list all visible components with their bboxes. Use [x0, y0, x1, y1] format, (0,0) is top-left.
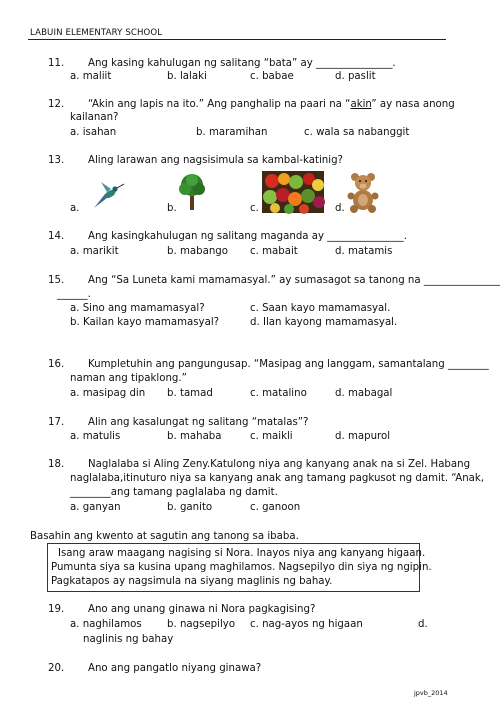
choice-a: a. masipag din [70, 388, 146, 399]
footer-code: jpvb_2014 [414, 689, 448, 697]
story-line: Pumunta siya sa kusina upang maghilamos. Nagsepilyo din siya ng ngipin. [51, 562, 432, 573]
choice-a: a. marikit [70, 246, 119, 257]
question-number: 18. [48, 459, 65, 470]
choice-a: a. Sino ang mamamasyal? [70, 303, 205, 314]
choice-b: b. lalaki [167, 71, 207, 82]
choice-c: c. Saan kayo mamamasyal. [250, 303, 391, 314]
tree-icon [176, 172, 208, 212]
question-number: 12. [48, 99, 65, 110]
question-text: Ang kasingkahulugan ng salitang maganda ay _______________. [88, 231, 407, 242]
choice-d: d. [335, 203, 345, 214]
question-text: Ang kasing kahulugan ng salitang “bata” ay _______________. [88, 58, 396, 69]
choice-b: b. ganito [167, 502, 213, 513]
choice-b: b. tamad [167, 388, 213, 399]
header-rule [28, 39, 446, 40]
question-text: Ano ang pangatlo niyang ginawa? [88, 663, 262, 674]
question-number: 20. [48, 663, 65, 674]
question-text: Naglalaba si Aling Zeny.Katulong niya ang kanyang anak na si Zel. Habang [88, 459, 471, 470]
choice-d: d. mabagal [335, 388, 393, 399]
choice-b: b. maramihan [196, 127, 268, 138]
choice-a: a. [70, 203, 80, 214]
question-text: Kumpletuhin ang pangungusap. “Masipag ang langgam, samantalang ________ [88, 359, 489, 370]
choice-b: b. mahaba [167, 431, 222, 442]
question-number: 17. [48, 417, 65, 428]
question-number: 15. [48, 275, 65, 286]
choice-a: a. maliit [70, 71, 112, 82]
question-number: 14. [48, 231, 65, 242]
story-line: Pagkatapos ay nagsimula na siyang maglinis ng bahay. [51, 576, 333, 587]
choice-b: b. nagsepilyo [167, 619, 236, 630]
question-number: 16. [48, 359, 65, 370]
choice-c: c. wala sa nabanggit [304, 127, 410, 138]
question-text-cont: kailanan? [70, 112, 119, 123]
teddy-bear-icon [348, 172, 378, 212]
choice-c: c. babae [250, 71, 294, 82]
question-text: Alin ang kasalungat ng salitang “matalas”? [88, 417, 309, 428]
question-text: Ano ang unang ginawa ni Nora pagkagising? [88, 604, 316, 615]
question-text-cont: ________ang tamang paglalaba ng damit. [70, 487, 278, 498]
choice-d: d. Ilan kayong mamamasyal. [250, 317, 398, 328]
question-text: Ang “Sa Luneta kami mamamasyal.” ay sumasagot sa tanong na _______________ [88, 275, 500, 286]
choice-d: d. paslit [335, 71, 376, 82]
question-text: Aling larawan ang nagsisimula sa kambal-katinig? [88, 155, 343, 166]
question-number: 11. [48, 58, 65, 69]
choice-a: a. matulis [70, 431, 121, 442]
choice-c: c. [250, 203, 259, 214]
question-text: “Akin ang lapis na ito.” Ang panghalip na paari na “akin” ay nasa anong [88, 99, 455, 110]
question-text-cont: naglalaba,itinuturo niya sa kanyang anak ang tamang pagkusot ng damit. “Anak, [70, 473, 485, 484]
hummingbird-icon [91, 178, 125, 212]
question-text-cont: naman ang tipaklong.” [70, 373, 187, 384]
choice-d-text: naglinis ng bahay [83, 634, 174, 645]
choice-b: b. [167, 203, 177, 214]
choice-b: b. mabango [167, 246, 228, 257]
choice-d: d. [418, 619, 428, 630]
school-header: LABUIN ELEMENTARY SCHOOL [30, 28, 163, 38]
fruits-vegetables-icon [262, 171, 324, 213]
question-number: 13. [48, 155, 65, 166]
choice-a: a. isahan [70, 127, 117, 138]
choice-b: b. Kailan kayo mamamasyal? [70, 317, 220, 328]
choice-c: c. matalino [250, 388, 307, 399]
choice-a: a. ganyan [70, 502, 121, 513]
choice-c: c. nag-ayos ng higaan [250, 619, 363, 630]
story-box [47, 543, 432, 592]
story-line: Isang araw maagang nagising si Nora. Inayos niya ang kanyang higaan. [58, 548, 426, 559]
choice-c: c. mabait [250, 246, 298, 257]
instructions: Basahin ang kwento at sagutin ang tanong sa ibaba. [30, 531, 299, 542]
choice-a: a. naghilamos [70, 619, 142, 630]
question-text-cont: ______. [57, 289, 91, 300]
question-number: 19. [48, 604, 65, 615]
choice-d: d. matamis [335, 246, 393, 257]
choice-c: c. maikli [250, 431, 293, 442]
choice-c: c. ganoon [250, 502, 301, 513]
choice-d: d. mapurol [335, 431, 391, 442]
